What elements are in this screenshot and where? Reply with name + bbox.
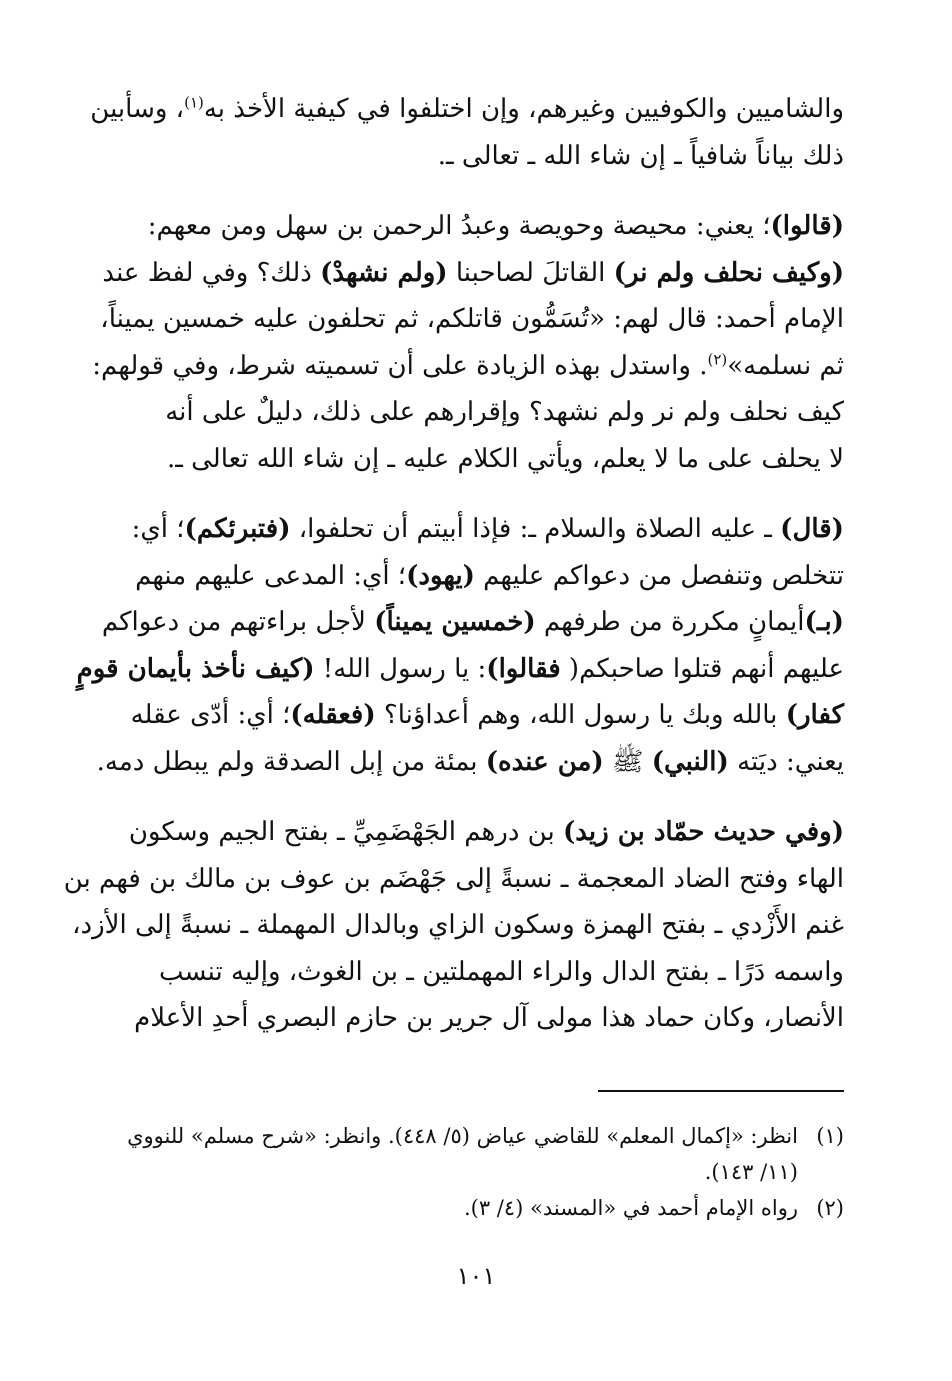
text-segment: ـ عليه الصلاة والسلام ـ: فإذا أبيتم أن تحلفوا، xyxy=(290,514,781,544)
text-segment: القاتلَ لصاحبنا xyxy=(447,257,614,288)
text-line xyxy=(136,995,844,1042)
text-segment: ؛ يعني: محيصة وحويصة وعبدُ الرحمن بن سهل ومن معهم: xyxy=(147,211,771,241)
page-number: ١٠١ xyxy=(456,1262,496,1290)
bold-segment: كفار) xyxy=(785,700,844,730)
text-line xyxy=(136,389,844,436)
text-segment: يعني: ديَته xyxy=(728,746,844,777)
text-segment: أيمانٍ مكررة من طرفهم xyxy=(535,607,805,637)
text-segment: ﷺ xyxy=(603,746,652,777)
bold-segment: (قال) xyxy=(780,514,844,544)
text-line xyxy=(136,436,844,483)
footnote-line: (١١/ ١٤٣). xyxy=(704,1160,798,1184)
text-segment: كيف نحلف ولم نر ولم نشهد؟ وإقرارهم على ذلك، دليلٌ على أنه xyxy=(165,397,844,427)
text-segment: : يا رسول الله! xyxy=(314,653,487,684)
text-segment: ذلك بياناً شافياً ـ إن شاء الله ـ تعالى ـ. xyxy=(437,140,844,171)
text-line xyxy=(128,809,844,856)
bold-segment: (خمسين يميناً) xyxy=(374,607,536,637)
footnote-separator xyxy=(598,1090,844,1092)
bold-segment: (بـ) xyxy=(804,607,844,637)
text-segment: ذلك؟ وفي لفظ عند xyxy=(102,257,321,288)
bold-segment: (فتبرئكم) xyxy=(184,514,291,544)
footnote-item xyxy=(136,1190,844,1226)
text-line xyxy=(96,739,844,786)
text-line xyxy=(136,553,844,600)
text-line xyxy=(63,856,844,903)
footnote-number: (٢) xyxy=(816,1196,844,1220)
body-text xyxy=(63,86,844,1042)
text-segment: والشاميين والكوفيين وغيرهم، وإن اختلفوا في كيفية الأخذ به xyxy=(203,94,844,124)
footnote-ref: (٢) xyxy=(707,349,728,368)
bold-segment: (يهود) xyxy=(406,560,475,591)
text-line xyxy=(72,902,844,949)
text-segment: عليهم أنهم قتلوا صاحبكم( xyxy=(560,653,844,684)
text-line xyxy=(136,949,844,996)
text-segment: بالله وبك يا رسول الله، وهم أعداؤنا؟ xyxy=(375,700,786,730)
text-segment: ، وسأبين xyxy=(90,94,185,124)
bold-segment: (ولم نشهدْ) xyxy=(320,257,448,288)
bold-segment: (وفي حديث حمّاد بن زيد) xyxy=(562,817,844,847)
text-segment: بن درهم الجَهْضَمِيِّ ـ بفتح الجيم وسكون xyxy=(128,817,563,847)
text-line xyxy=(130,692,844,739)
text-segment: لأجل براءتهم من دعواكم xyxy=(101,607,375,637)
text-segment: . واستدل بهذه الزيادة على أن تسميته شرط، وفي قولهم: xyxy=(92,350,708,381)
footnote-text xyxy=(127,1118,798,1190)
bold-segment: (من عنده) xyxy=(485,746,604,777)
bold-segment: فقالوا) xyxy=(486,653,561,684)
text-line xyxy=(92,343,844,390)
text-segment: ؛ أي: xyxy=(131,514,185,544)
text-line xyxy=(100,296,844,343)
text-segment: ؛ أي: أدّى عقله xyxy=(130,700,291,730)
text-segment: ثم نسلمه» xyxy=(727,350,844,381)
text-line xyxy=(90,86,844,133)
footnote-line: انظر: «إكمال المعلم» للقاضي عياض (٥/ ٤٤٨). وانظر: «شرح مسلم» للنووي xyxy=(127,1124,798,1148)
bold-segment: (فعقله) xyxy=(290,700,376,730)
paragraph-p3 xyxy=(76,506,844,785)
footnote-text xyxy=(136,1190,798,1226)
footnote-line: رواه الإمام أحمد في «المسند» (٤/ ٣). xyxy=(463,1196,798,1220)
text-segment: بمئة من إبل الصدقة ولم يبطل دمه. xyxy=(96,746,486,777)
bold-segment: (كيف نأخذ بأيمان قومٍ xyxy=(76,653,315,684)
bold-segment: (وكيف نحلف ولم نر) xyxy=(613,257,844,288)
footnotes xyxy=(127,1118,844,1226)
text-segment: واسمه دَرًا ـ بفتح الدال والراء المهملتين ـ بن الغوث، وإليه تنسب xyxy=(158,956,844,987)
paragraph-p4 xyxy=(63,809,844,1042)
text-segment: الإمام أحمد: قال لهم: «تُسَمُّون قاتلكم، ثم تحلفون عليه خمسين يميناً، xyxy=(100,304,844,334)
bold-segment: (النبي) xyxy=(651,746,729,777)
paragraph-p2 xyxy=(92,203,844,482)
paragraph-p1 xyxy=(90,86,844,179)
bold-segment: (قالوا) xyxy=(770,211,844,241)
text-segment: الهاء وفتح الضاد المعجمة ـ نسبةً إلى جَهْضَم بن عوف بن مالك بن فهم بن xyxy=(63,863,844,894)
footnote-ref: (١) xyxy=(184,93,204,112)
text-segment: ؛ أي: المدعى عليهم منهم xyxy=(135,560,407,591)
text-line xyxy=(131,506,844,553)
text-line xyxy=(76,646,844,693)
footnote-number: (١) xyxy=(816,1124,844,1148)
text-segment: الأنصار، وكان حماد هذا مولى آل جرير بن حازم البصري أحدِ الأعلام xyxy=(134,1003,844,1033)
text-segment: لا يحلف على ما لا يعلم، ويأتي الكلام عليه ـ إن شاء الله تعالى ـ. xyxy=(166,443,844,474)
text-line xyxy=(102,250,844,297)
text-line xyxy=(136,203,844,250)
text-line xyxy=(136,133,844,180)
footnote-item xyxy=(127,1118,844,1190)
text-segment: غنم الأَزْدي ـ بفتح الهمزة وسكون الزاي وبالدال المهملة ـ نسبةً إلى الأزد، xyxy=(72,910,844,940)
text-line xyxy=(101,599,844,646)
text-segment: تتخلص وتنفصل من دعواكم عليهم xyxy=(474,560,844,591)
